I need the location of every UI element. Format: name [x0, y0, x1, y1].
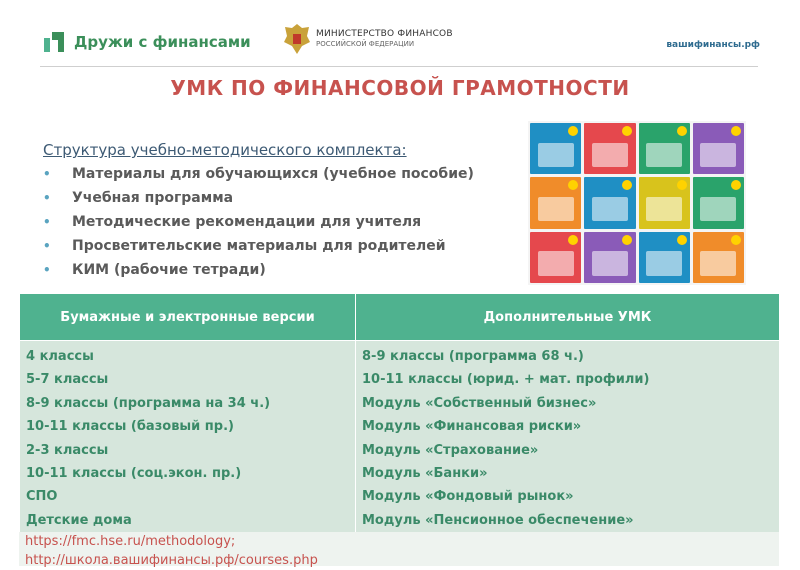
list-item: • Материалы для обучающихся (учебное пособие)	[43, 163, 603, 187]
table-row: Модуль «Фондовый рынок»	[362, 489, 574, 505]
table-row: Модуль «Банки»	[362, 466, 488, 482]
header	[0, 0, 800, 70]
list-item: • Просветительские материалы для родителей	[43, 235, 603, 259]
brand-logo[interactable]	[44, 30, 251, 54]
column-header-additional: Дополнительные УМК	[356, 294, 780, 341]
textbook-cover	[693, 177, 744, 228]
page-title: УМК ПО ФИНАНСОВОЙ ГРАМОТНОСТИ	[170, 76, 630, 100]
links-section	[19, 532, 779, 566]
table-row: Модуль «Пенсионное обеспечение»	[362, 512, 634, 528]
table-row: Модуль «Страхование»	[362, 442, 539, 458]
column-header-paper: Бумажные и электронные версии	[20, 294, 356, 341]
textbook-covers-image	[528, 121, 746, 285]
additional-umk-cell	[356, 341, 780, 537]
table-row: Модуль «Финансовая риски»	[362, 419, 582, 435]
list-item: • Учебная программа	[43, 187, 603, 211]
textbook-cover	[530, 232, 581, 283]
structure-heading: Структура учебно-методического комплекта:	[43, 141, 407, 159]
methodology-link[interactable]: https://fmc.hse.ru/methodology;	[25, 534, 236, 549]
table-row: СПО	[26, 489, 58, 505]
textbook-cover	[693, 123, 744, 174]
table-row: 10-11 классы (соц.экон. пр.)	[26, 466, 242, 482]
umk-table	[19, 293, 780, 537]
table-row: 5-7 классы	[26, 372, 109, 388]
table-row: 2-3 классы	[26, 442, 109, 458]
bullet-icon: •	[43, 167, 51, 181]
textbook-cover	[639, 232, 690, 283]
textbook-cover	[584, 232, 635, 283]
textbook-cover	[639, 177, 690, 228]
textbook-cover	[584, 177, 635, 228]
list-item: • Методические рекомендации для учителя	[43, 211, 603, 235]
table-row: 10-11 классы (базовый пр.)	[26, 419, 234, 435]
bullet-icon: •	[43, 191, 51, 205]
list-item: • КИМ (рабочие тетради)	[43, 259, 603, 283]
header-divider	[40, 66, 758, 67]
table-row: 10-11 классы (юрид. + мат. профили)	[362, 372, 650, 388]
table-row: Модуль «Собственный бизнес»	[362, 395, 597, 411]
bullet-icon: •	[43, 263, 51, 277]
ministry-country: РОССИЙСКОЙ ФЕДЕРАЦИИ	[316, 40, 415, 48]
textbook-cover	[639, 123, 690, 174]
paper-versions-cell	[20, 341, 356, 537]
brand-mark-icon	[44, 30, 68, 54]
site-link[interactable]: вашифинансы.рф	[666, 40, 760, 50]
textbook-cover	[584, 123, 635, 174]
textbook-cover	[530, 177, 581, 228]
structure-list	[43, 163, 603, 283]
table-row: 8-9 классы (программа 68 ч.)	[362, 349, 584, 364]
table-row: Детские дома	[26, 512, 132, 528]
ministry-name: МИНИСТЕРСТВО ФИНАНСОВ	[316, 29, 453, 39]
textbook-cover	[693, 232, 744, 283]
coat-of-arms-icon	[282, 22, 312, 56]
textbook-cover	[530, 123, 581, 174]
table-row: 4 классы	[26, 349, 94, 364]
structure-section	[43, 141, 603, 283]
table-row: 8-9 классы (программа на 34 ч.)	[26, 395, 271, 411]
brand-name: Дружи с финансами	[74, 33, 251, 51]
ministry-logo	[282, 22, 453, 56]
courses-link[interactable]: http://школа.вашифинансы.рф/courses.php	[25, 553, 318, 568]
bullet-icon: •	[43, 239, 51, 253]
bullet-icon: •	[43, 215, 51, 229]
